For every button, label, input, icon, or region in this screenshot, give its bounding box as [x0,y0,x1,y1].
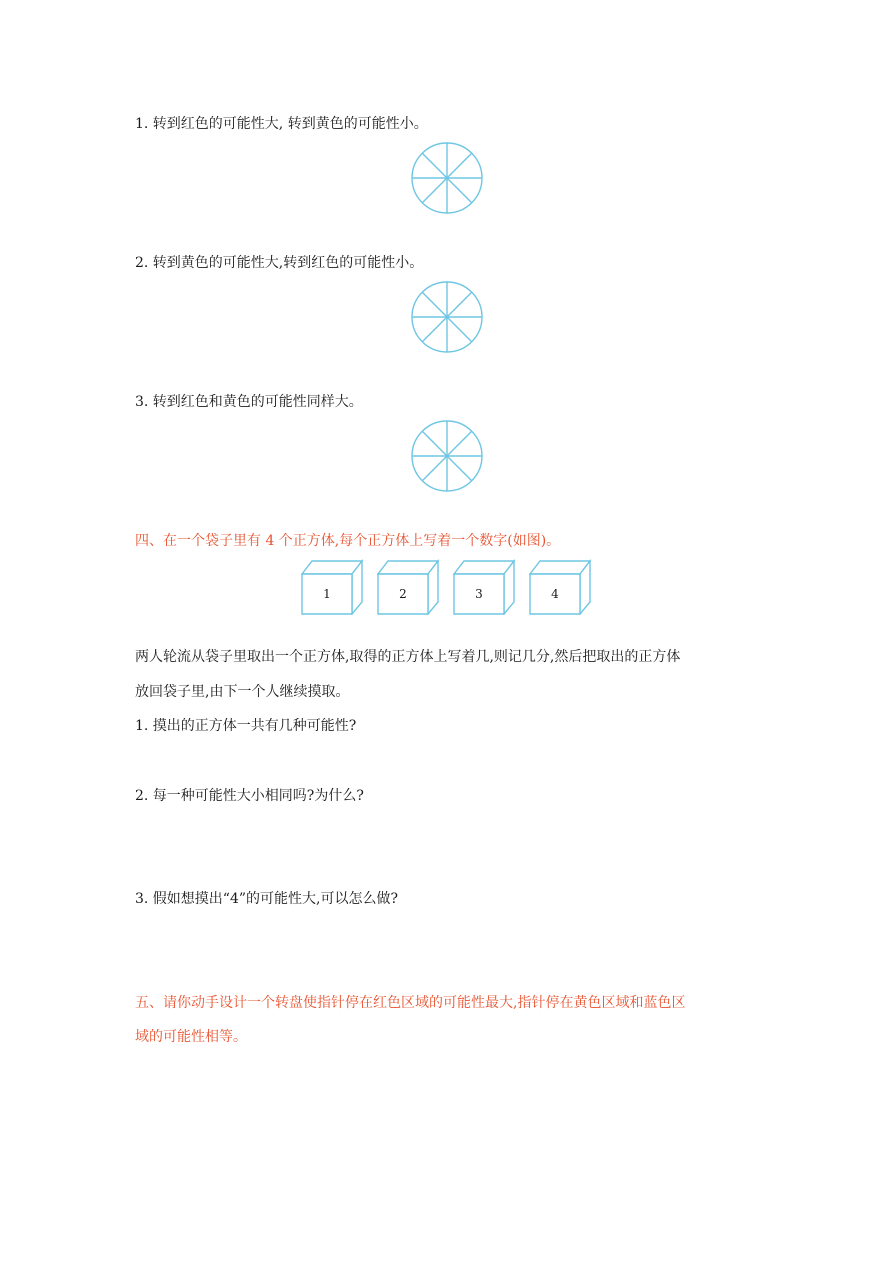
cube-number: 1 [323,587,331,601]
number-cube-2 [377,559,439,615]
number-cube-4 [529,559,591,615]
spinner-diagram-3 [410,419,484,493]
cube-number: 4 [551,587,559,601]
section-4-question-3: 3. 假如想摸出“4”的可能性大,可以怎么做? [135,891,398,907]
spinner-diagram-2 [410,280,484,354]
number-cube-3 [453,559,515,615]
cube-number: 2 [399,587,407,601]
section-4-question-1: 1. 摸出的正方体一共有几种可能性? [135,718,357,734]
cube-number: 3 [475,587,483,601]
section-4-description-line-1: 两人轮流从袋子里取出一个正方体,取得的正方体上写着几,则记几分,然后把取出的正方体 [135,649,681,665]
spinner-question-3: 3. 转到红色和黄色的可能性同样大。 [135,394,363,410]
spinner-question-1: 1. 转到红色的可能性大, 转到黄色的可能性小。 [135,116,428,132]
spinner-diagram-1 [410,141,484,215]
section-4-description-line-2: 放回袋子里,由下一个人继续摸取。 [135,684,350,700]
section-4-question-2: 2. 每一种可能性大小相同吗?为什么? [135,788,364,804]
section-5-heading-line-1: 五、请你动手设计一个转盘使指针停在红色区域的可能性最大,指针停在黄色区域和蓝色区 [135,995,686,1011]
spinner-question-2: 2. 转到黄色的可能性大,转到红色的可能性小。 [135,255,424,271]
section-5-heading-line-2: 域的可能性相等。 [135,1029,247,1045]
section-4-heading: 四、在一个袋子里有 4 个正方体,每个正方体上写着一个数字(如图)。 [135,533,561,549]
number-cube-1 [301,559,363,615]
